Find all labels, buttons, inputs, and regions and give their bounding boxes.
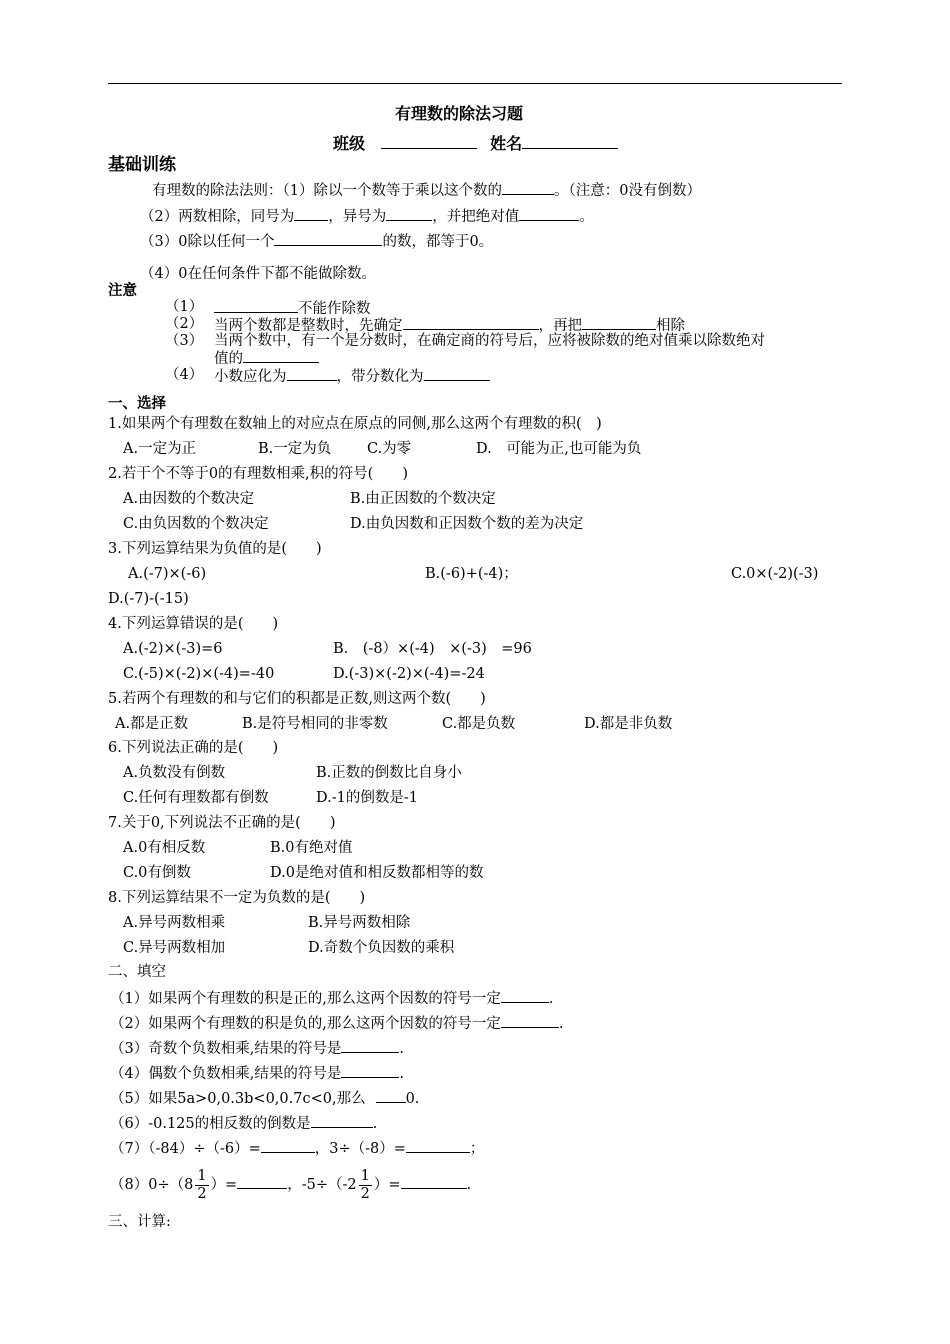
rule-2-blank-1[interactable]: [294, 206, 328, 221]
note-4-num: （4）: [165, 367, 204, 383]
q8-option-d[interactable]: D.奇数个负因数的乘积: [308, 940, 455, 956]
fill-2-blank[interactable]: [501, 1013, 559, 1028]
note-2-text-b: ，再把: [538, 318, 582, 334]
fill-8-blank-1[interactable]: [237, 1174, 287, 1189]
fraction-1-denominator: 2: [197, 1185, 207, 1202]
q4-option-a[interactable]: A.(-2)×(-3)=6: [123, 641, 223, 657]
fill-5-text: （5）如果5a>0,0.3b<0,0.7c<0,那么: [110, 1091, 366, 1107]
section-1-title: 一、选择: [108, 396, 166, 412]
q6-option-a[interactable]: A.负数没有倒数: [123, 765, 226, 781]
note-4-blank-1[interactable]: [287, 366, 337, 381]
rule-2-text-d: 。: [579, 209, 594, 225]
fill-3-end: .: [399, 1041, 404, 1057]
note-3-text-b: 值的: [214, 351, 243, 367]
note-4: [214, 366, 490, 386]
rule-1-blank[interactable]: [502, 180, 554, 195]
q5-option-c[interactable]: C.都是负数: [442, 716, 516, 732]
fill-8-text-c: ，-5÷（-2: [287, 1177, 357, 1193]
note-1-text: 不能作除数: [298, 301, 371, 317]
q8-option-c[interactable]: C.异号两数相加: [123, 940, 226, 956]
rule-2-blank-2[interactable]: [386, 206, 432, 221]
q3-option-c[interactable]: C.0×(-2)(-3): [731, 566, 819, 582]
q4: 4.下列运算错误的是( ): [108, 616, 279, 632]
fill-4-text: （4）偶数个负数相乘,结果的符号是: [110, 1066, 342, 1082]
section-2-title: 二、填空: [108, 964, 166, 980]
q6-option-b[interactable]: B.正数的倒数比自身小: [316, 765, 462, 781]
class-blank[interactable]: [381, 134, 477, 149]
fill-3: [110, 1038, 404, 1058]
q7-option-a[interactable]: A.0有相反数: [123, 840, 206, 856]
notes-label: 注意: [108, 283, 137, 299]
fill-1-text: （1）如果两个有理数的积是正的,那么这两个因数的符号一定: [110, 991, 501, 1007]
q3-option-b[interactable]: B.(-6)+(-4)；: [425, 566, 518, 582]
note-3-line-2: [214, 348, 319, 368]
q1: 1.如果两个有理数在数轴上的对应点在原点的同侧,那么这两个有理数的积( ): [108, 416, 602, 432]
note-2-blank-1[interactable]: [403, 315, 539, 330]
fill-1-end: .: [548, 991, 554, 1007]
rule-1-note: 。（注意：0没有倒数）: [553, 183, 701, 199]
fill-7-text-a: （7）（-84）÷（-6）=: [110, 1141, 261, 1157]
q8-option-b[interactable]: B.异号两数相除: [308, 915, 411, 931]
q2-option-c[interactable]: C.由负因数的个数决定: [123, 516, 269, 532]
name-label: 姓名: [490, 134, 523, 153]
section-3-title: 三、计算:: [108, 1214, 171, 1230]
fraction-2-numerator: 1: [360, 1167, 370, 1184]
q7-option-c[interactable]: C.0有倒数: [123, 865, 191, 881]
header-rule: [108, 83, 842, 84]
rule-1-text: 有理数的除法法则：（1）除以一个数等于乘以这个数的: [152, 183, 502, 199]
fill-8-blank-2[interactable]: [401, 1174, 467, 1189]
q5: 5.若两个有理数的和与它们的积都是正数,则这两个数( ): [108, 691, 486, 707]
q3-option-a[interactable]: A.(-7)×(-6): [128, 566, 207, 582]
fill-3-text: （3）奇数个负数相乘,结果的符号是: [110, 1041, 342, 1057]
q3-option-d[interactable]: D.(-7)-(-15): [108, 591, 189, 607]
fill-4: [110, 1063, 404, 1083]
note-3-line-1: 当两个数中，有一个是分数时，在确定商的符号后，应将被除数的绝对值乘以除数绝对: [214, 333, 765, 349]
rule-2-text-a: （2）两数相除，同号为: [140, 209, 295, 225]
fill-5: [110, 1088, 419, 1108]
rule-3-text-b: 的数，都等于0。: [382, 234, 494, 250]
fill-6-end: .: [372, 1116, 378, 1132]
note-4-text-b: ，带分数化为: [336, 369, 424, 385]
q7-option-d[interactable]: D.0是绝对值和相反数都相等的数: [270, 865, 484, 881]
rule-3: [140, 231, 493, 251]
note-2-blank-2[interactable]: [582, 315, 656, 330]
rule-2-text-c: ，并把绝对值: [432, 209, 520, 225]
fill-5-blank[interactable]: [376, 1088, 406, 1103]
fill-7-text-b: ，3÷（-8）=: [314, 1141, 406, 1157]
class-label: 班级: [333, 134, 366, 153]
q1-option-d[interactable]: D. 可能为正,也可能为负: [476, 441, 642, 457]
fill-1-blank[interactable]: [501, 988, 549, 1003]
q1-option-a[interactable]: A.一定为正: [123, 441, 197, 457]
q6-option-c[interactable]: C.任何有理数都有倒数: [123, 790, 269, 806]
note-2-num: （2）: [165, 316, 204, 332]
fill-7-blank-2[interactable]: [406, 1138, 470, 1153]
basic-heading: 基础训练: [108, 155, 176, 175]
fraction-1-numerator: 1: [197, 1167, 207, 1184]
rule-2-blank-3[interactable]: [519, 206, 579, 221]
fill-6: [110, 1113, 377, 1133]
q8: 8.下列运算结果不一定为负数的是( ): [108, 890, 366, 906]
note-2-text-a: 当两个数都是整数时，先确定: [214, 318, 403, 334]
note-4-text-a: 小数应化为: [214, 369, 287, 385]
fill-1: [110, 988, 553, 1008]
fill-8-fraction-2: [359, 1168, 372, 1203]
q4-option-c[interactable]: C.(-5)×(-2)×(-4)=-40: [123, 666, 275, 682]
rule-3-text-a: （3）0除以任何一个: [140, 234, 275, 250]
q4-option-b[interactable]: B. (-8）×(-4) ×(-3) =96: [333, 641, 532, 657]
fill-7-end: ；: [469, 1141, 485, 1157]
fraction-2-denominator: 2: [360, 1185, 370, 1202]
fill-8-fraction-1: [195, 1168, 208, 1203]
fill-4-blank[interactable]: [341, 1063, 399, 1078]
rule-2: [140, 206, 594, 226]
q6: 6.下列说法正确的是( ): [108, 740, 279, 756]
note-2-text-c: 相除: [656, 318, 685, 334]
q1-option-b[interactable]: B.一定为负: [258, 441, 332, 457]
fill-8-text-a: （8）0÷（8: [110, 1177, 194, 1193]
fill-8-end: .: [466, 1177, 472, 1193]
worksheet-title: 有理数的除法习题: [395, 104, 524, 123]
q5-option-d[interactable]: D.都是非负数: [584, 716, 673, 732]
fill-5-end: 0.: [405, 1091, 420, 1107]
name-blank[interactable]: [522, 134, 618, 149]
fill-2-end: .: [558, 1016, 564, 1032]
q3: 3.下列运算结果为负值的是( ): [108, 541, 322, 557]
fill-3-blank[interactable]: [341, 1038, 399, 1053]
q1-option-c[interactable]: C.为零: [367, 441, 412, 457]
rule-4: （4）0在任何条件下都不能做除数。: [140, 266, 376, 282]
fill-8-text-b: ）=: [210, 1177, 238, 1193]
note-4-blank-2[interactable]: [424, 366, 490, 381]
fill-2-text: （2）如果两个有理数的积是负的,那么这两个因数的符号一定: [110, 1016, 501, 1032]
q7: 7.关于0,下列说法不正确的是( ): [108, 815, 336, 831]
note-3-blank[interactable]: [243, 348, 319, 363]
note-1-num: （1）: [165, 299, 204, 315]
fill-8: [110, 1159, 471, 1211]
q5-option-b[interactable]: B.是符号相同的非零数: [242, 716, 388, 732]
note-1-blank[interactable]: [214, 298, 298, 313]
q6-option-d[interactable]: D.-1的倒数是-1: [316, 790, 418, 806]
q8-option-a[interactable]: A.异号两数相乘: [123, 915, 226, 931]
fill-6-blank[interactable]: [311, 1113, 373, 1128]
fill-7-blank-1[interactable]: [261, 1138, 315, 1153]
q5-option-a[interactable]: A.都是正数: [115, 716, 189, 732]
class-name-line: [333, 134, 618, 153]
q4-option-d[interactable]: D.(-3)×(-2)×(-4)=-24: [333, 666, 485, 682]
q2: 2.若干个不等于0的有理数相乘,积的符号( ): [108, 466, 408, 482]
rule-2-text-b: ，异号为: [328, 209, 387, 225]
fill-8-text-d: ）=: [373, 1177, 401, 1193]
fill-2: [110, 1013, 563, 1033]
note-3-num: （3）: [165, 333, 204, 349]
q2-option-d[interactable]: D.由负因数和正因数个数的差为决定: [350, 516, 584, 532]
q2-option-b[interactable]: B.由正因数的个数决定: [350, 491, 496, 507]
fill-6-text: （6）-0.125的相反数的倒数是: [110, 1116, 311, 1132]
rule-3-blank[interactable]: [274, 231, 382, 246]
fill-4-end: .: [399, 1066, 404, 1082]
q2-option-a[interactable]: A.由因数的个数决定: [123, 491, 255, 507]
rule-1: [152, 180, 701, 200]
q7-option-b[interactable]: B.0有绝对值: [270, 840, 353, 856]
fill-7: [110, 1138, 484, 1158]
